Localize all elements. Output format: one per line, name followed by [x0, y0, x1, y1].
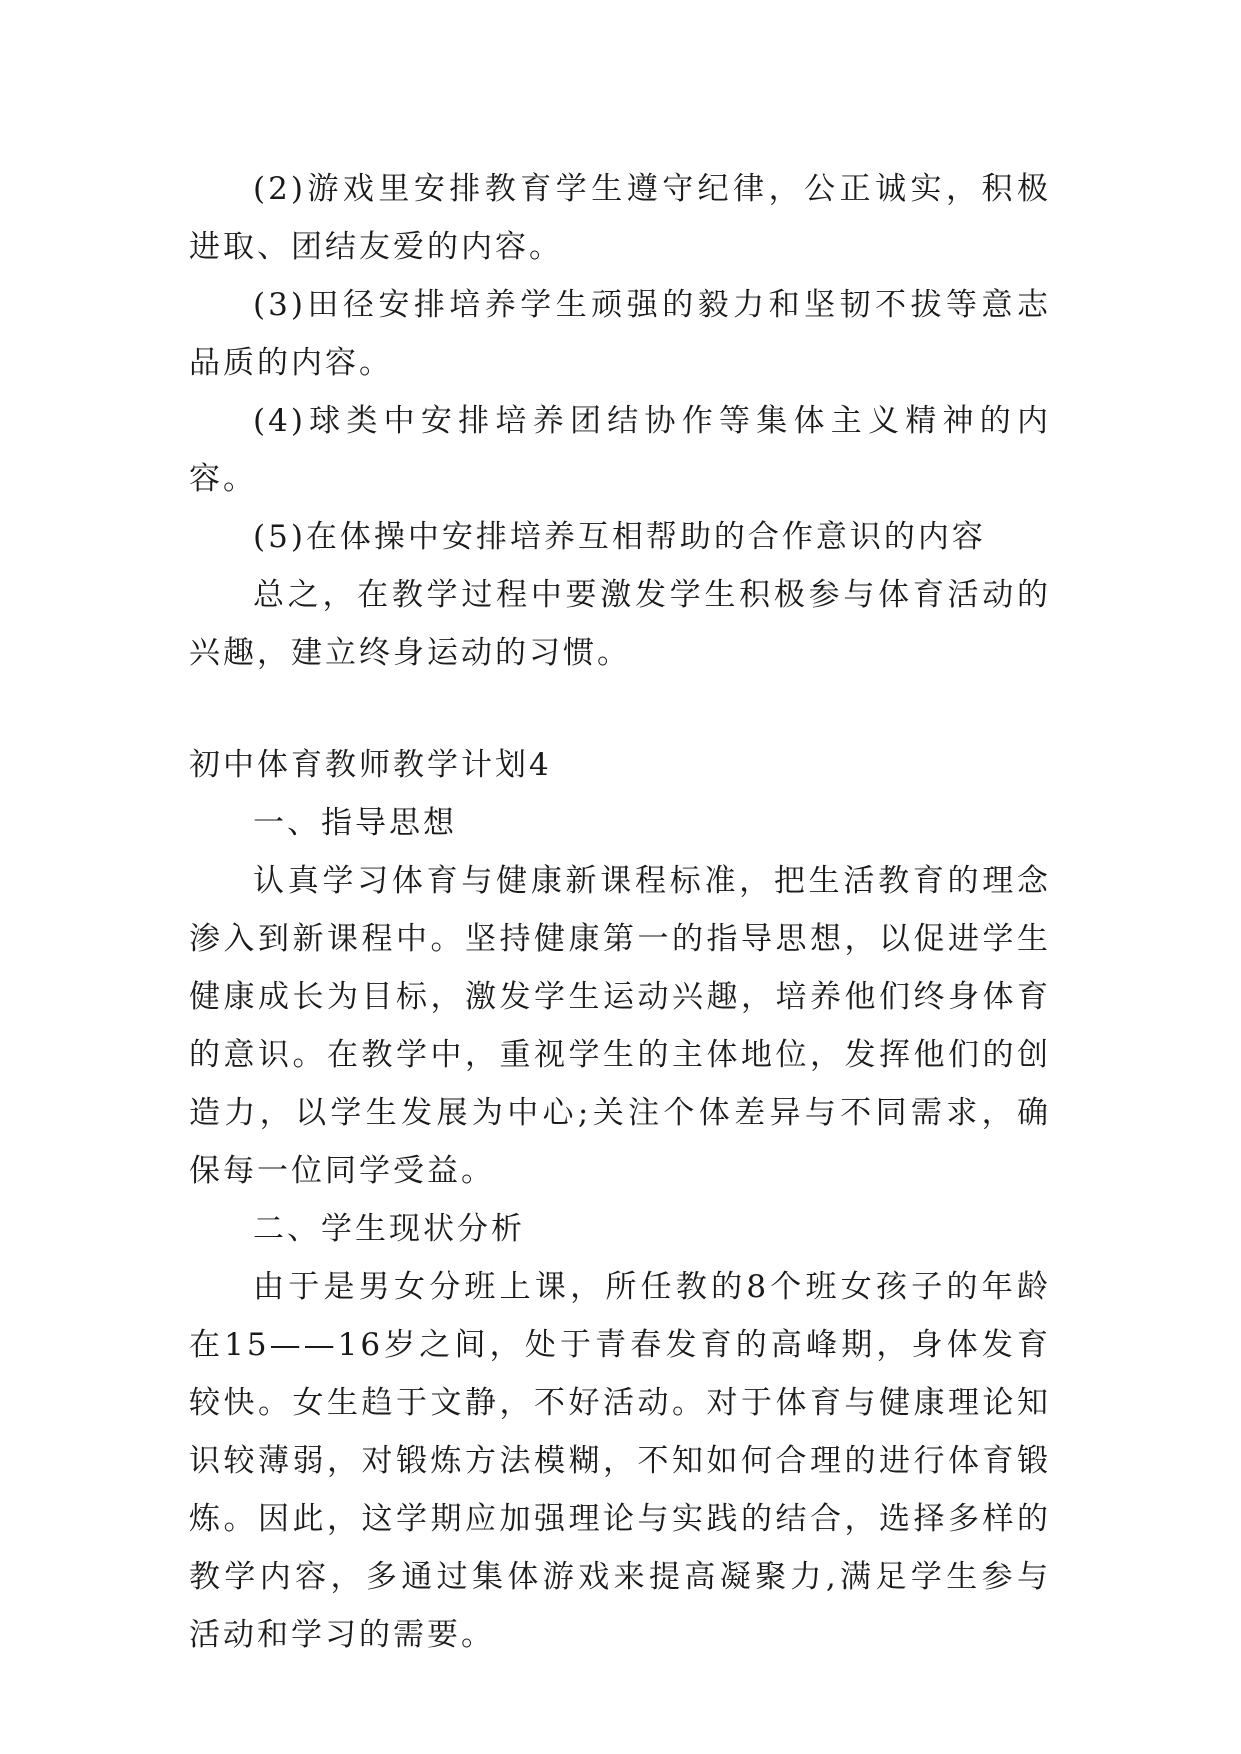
heading-student-analysis: 二、学生现状分析 [253, 1211, 525, 1247]
document-page [189, 160, 1051, 1664]
paragraph-ball-games: (4)球类中安排培养团结协作等集体主义精神的内容。 [189, 403, 1051, 497]
heading-guiding-thought: 一、指导思想 [253, 805, 457, 841]
section-title: 初中体育教师教学计划4 [189, 747, 552, 783]
paragraph-track-field: (3)田径安排培养学生顽强的毅力和坚韧不拔等意志品质的内容。 [189, 287, 1051, 381]
paragraph-games: (2)游戏里安排教育学生遵守纪律，公正诚实，积极进取、团结友爱的内容。 [189, 171, 1051, 265]
paragraph-student-analysis: 由于是男女分班上课，所任教的8个班女孩子的年龄在15——16岁之间，处于青春发育的高峰期，身体发育较快。女生趋于文静，不好活动。对于体育与健康理论知识较薄弱，对锻炼方法模糊，不知如何合理的进行体育锻炼。因此，这学期应加强理论与实践的结合，选择多样的教学内容，多通过集体游戏来提高凝聚力,满足学生参与活动和学习的需要。 [189, 1269, 1051, 1653]
paragraph-summary: 总之，在教学过程中要激发学生积极参与体育活动的兴趣，建立终身运动的习惯。 [189, 577, 1051, 671]
paragraph-gymnastics: (5)在体操中安排培养互相帮助的合作意识的内容 [253, 519, 986, 555]
paragraph-guiding-thought: 认真学习体育与健康新课程标准，把生活教育的理念渗入到新课程中。坚持健康第一的指导思想，以促进学生健康成长为目标，激发学生运动兴趣，培养他们终身体育的意识。在教学中，重视学生的主体地位，发挥他们的创造力，以学生发展为中心;关注个体差异与不同需求，确保每一位同学受益。 [189, 863, 1051, 1189]
